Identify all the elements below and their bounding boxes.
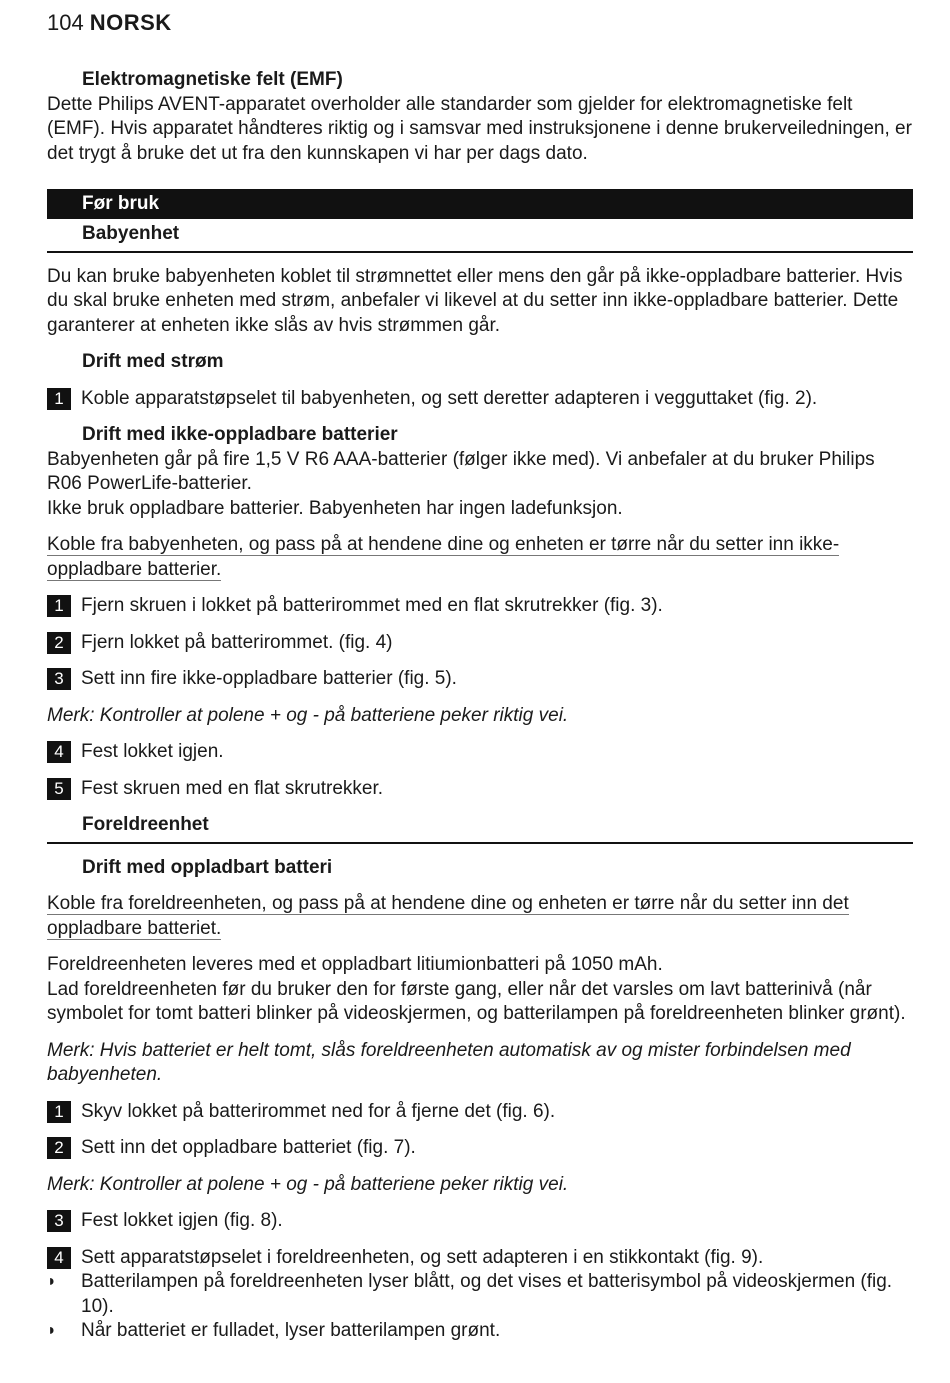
step-text: Fjern skruen i lokket på batterirommet med en flat skrutrekker (fig. 3). [81, 595, 663, 616]
step-item [47, 594, 913, 619]
step-text: Fest skruen med en flat skrutrekker. [81, 777, 384, 799]
emf-body: Dette Philips AVENT-apparatet overholder alle standarder som gjelder for elektromagnetiske felt (EMF). Hvis apparatet håndteres riktig og i samsvar med instruksjonene i denne brukerveiledningen, er det trygt å bruke det ut fra den kunnskapen vi har per dags dato. [47, 93, 912, 164]
polarity-note: Merk: Kontroller at polene + og - på batteriene peker riktig vei. [47, 1173, 569, 1195]
manual-page [47, 8, 913, 1344]
rechargeable-warning [47, 892, 913, 941]
step-number: 2 [47, 1137, 71, 1159]
step-item [47, 740, 913, 765]
mains-heading: Drift med strøm [82, 351, 224, 372]
page-header [47, 8, 913, 38]
parent-unit-heading: Foreldreenhet [47, 813, 913, 844]
step-item [47, 667, 913, 692]
step-number: 2 [47, 632, 71, 654]
step-text: Fest lokket igjen (fig. 8). [81, 1210, 283, 1231]
step-text: Skyv lokket på batterirommet ned for å fjerne det (fig. 6). [81, 1100, 556, 1122]
step-item [47, 1246, 913, 1271]
step-text: Koble apparatstøpselet til babyenheten, og sett deretter adapteren i vegguttaket (fig. 2). [81, 387, 818, 409]
step-item [47, 631, 913, 656]
step-text: Fjern lokket på batterirommet. (fig. 4) [81, 631, 393, 653]
step-number: 3 [47, 668, 71, 690]
step-item [47, 1100, 913, 1125]
bullet-text: Når batteriet er fulladet, lyser batterilampen grønt. [81, 1320, 501, 1341]
step-text: Sett apparatstøpselet i foreldreenheten, og sett adapteren i en stikkontakt (fig. 9). [81, 1246, 764, 1268]
bullet-text: Batterilampen på foreldreenheten lyser blått, og det vises et batterisymbol på videoskjermen (fig. 10). [81, 1271, 893, 1317]
step-number: 5 [47, 778, 71, 800]
step-text: Sett inn fire ikke-oppladbare batterier (fig. 5). [81, 668, 457, 689]
step-number: 1 [47, 1101, 71, 1123]
baby-unit-heading: Babyenhet [47, 222, 913, 253]
step-item [47, 1209, 913, 1234]
batteries-line1: Babyenheten går på fire 1,5 V R6 AAA-batterier (følger ikke med). Vi anbefaler at du bruker Philips R06 PowerLife-batterier. [47, 448, 875, 494]
language-label: NORSK [89, 10, 172, 35]
step-text: Sett inn det oppladbare batteriet (fig. 7). [81, 1137, 416, 1158]
step-number: 1 [47, 595, 71, 617]
rechargeable-heading: Drift med oppladbart batteri [82, 856, 333, 878]
bullet-arrow-icon: ◗ [47, 1273, 57, 1290]
page-number: 104 [47, 10, 84, 35]
batteries-warning [47, 533, 913, 582]
warning-text: Koble fra foreldreenheten, og pass på at hendene dine og enheten er tørre når du setter inn det oppladbare batteriet. [47, 893, 849, 939]
emf-heading: Elektromagnetiske felt (EMF) [82, 69, 343, 90]
batteries-heading: Drift med ikke-oppladbare batterier [82, 424, 398, 445]
bullet-arrow-icon: ◗ [47, 1322, 57, 1339]
step-number: 4 [47, 741, 71, 763]
step-item [47, 387, 913, 412]
polarity-note: Merk: Kontroller at polene + og - på batteriene peker riktig vei. [47, 704, 569, 726]
batteries-line2: Ikke bruk oppladbare batterier. Babyenheten har ingen ladefunksjon. [47, 497, 623, 519]
result-bullet [47, 1270, 913, 1319]
step-number: 3 [47, 1210, 71, 1232]
empty-battery-note: Merk: Hvis batteriet er helt tomt, slås foreldreenheten automatisk av og mister forbindelsen med babyenheten. [47, 1039, 851, 1085]
before-use-banner: Før bruk [47, 189, 913, 219]
step-item [47, 1136, 913, 1161]
baby-unit-intro: Du kan bruke babyenheten koblet til strømnettet eller mens den går på ikke-oppladbare batterier. Hvis du skal bruke enheten med strøm, anbefaler vi likevel at du setter inn ikke-oppladbare batterier. Dette garanterer at enheten ikke slås av hvis strømmen går. [47, 265, 903, 336]
step-text: Fest lokket igjen. [81, 741, 224, 762]
step-number: 1 [47, 388, 71, 410]
result-bullet [47, 1319, 913, 1344]
step-item [47, 777, 913, 802]
step-number: 4 [47, 1247, 71, 1269]
rechargeable-line1: Foreldreenheten leveres med et oppladbart litiumionbatteri på 1050 mAh. [47, 954, 663, 975]
warning-text: Koble fra babyenheten, og pass på at hendene dine og enheten er tørre når du setter inn ikke-oppladbare batterier. [47, 534, 840, 580]
rechargeable-line2: Lad foreldreenheten før du bruker den for første gang, eller når det varsles om lavt batterinivå (når symbolet for tomt batteri blinker på videoskjermen, og batterilampen på foreldreenheten blinker grønt). [47, 978, 906, 1024]
